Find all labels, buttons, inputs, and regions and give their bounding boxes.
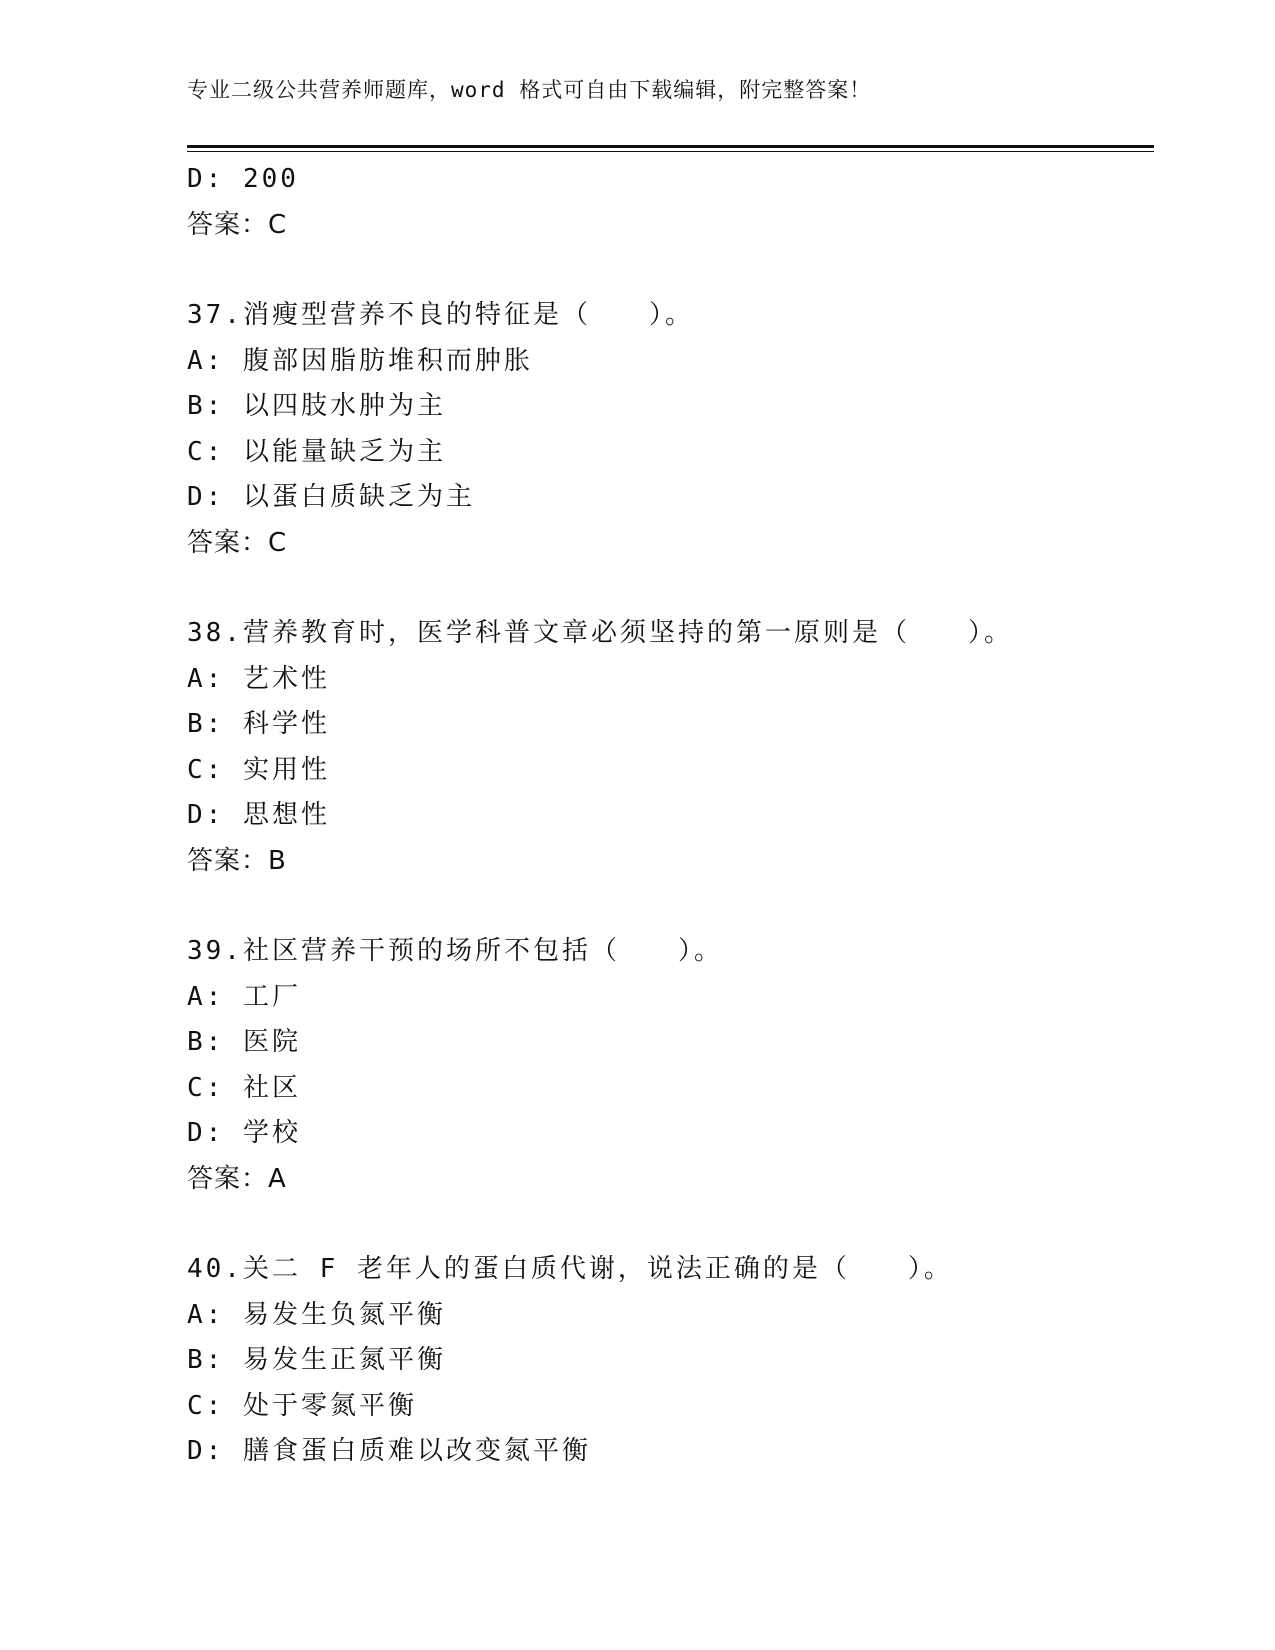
option-c: C: 处于零氮平衡 bbox=[187, 1390, 417, 1421]
answer-line: 答案：A bbox=[187, 1163, 287, 1194]
question-stem: 40.关二 F 老年人的蛋白质代谢，说法正确的是（ ）。 bbox=[187, 1254, 953, 1284]
option-b: B: 医院 bbox=[187, 1027, 301, 1057]
answer-line: 答案：C bbox=[187, 527, 288, 558]
option-c: C: 实用性 bbox=[187, 754, 330, 785]
question-list bbox=[187, 157, 1154, 1475]
answer-line: 答案：C bbox=[187, 209, 288, 240]
question-stem: 39.社区营养干预的场所不包括（ ）。 bbox=[187, 936, 723, 966]
option-d: D: 200 bbox=[187, 164, 299, 194]
option-b: B: 易发生正氮平衡 bbox=[187, 1345, 446, 1375]
option-a: A: 艺术性 bbox=[187, 663, 330, 694]
option-d: D: 膳食蛋白质难以改变氮平衡 bbox=[187, 1436, 591, 1466]
option-c: C: 以能量缺乏为主 bbox=[187, 436, 446, 467]
answer-line: 答案：B bbox=[187, 845, 287, 876]
question-stem: 37.消瘦型营养不良的特征是（ ）。 bbox=[187, 300, 694, 330]
option-a: A: 腹部因脂肪堆积而肿胀 bbox=[187, 345, 533, 376]
option-a: A: 易发生负氮平衡 bbox=[187, 1299, 446, 1330]
header-rule-thick bbox=[187, 145, 1154, 148]
question-40 bbox=[187, 1247, 1154, 1475]
question-39 bbox=[187, 929, 1154, 1202]
option-d: D: 思想性 bbox=[187, 800, 330, 830]
question-stem: 38.营养教育时，医学科普文章必须坚持的第一原则是（ ）。 bbox=[187, 618, 1013, 648]
option-d: D: 以蛋白质缺乏为主 bbox=[187, 482, 475, 512]
option-b: B: 科学性 bbox=[187, 709, 330, 739]
header-rule-thin bbox=[187, 151, 1154, 152]
question-38 bbox=[187, 611, 1154, 884]
option-d: D: 学校 bbox=[187, 1118, 301, 1148]
option-b: B: 以四肢水肿为主 bbox=[187, 391, 446, 421]
option-a: A: 工厂 bbox=[187, 981, 301, 1012]
page-header: 专业二级公共营养师题库，word 格式可自由下载编辑，附完整答案！ bbox=[187, 78, 872, 102]
option-c: C: 社区 bbox=[187, 1072, 301, 1103]
question-37 bbox=[187, 293, 1154, 566]
